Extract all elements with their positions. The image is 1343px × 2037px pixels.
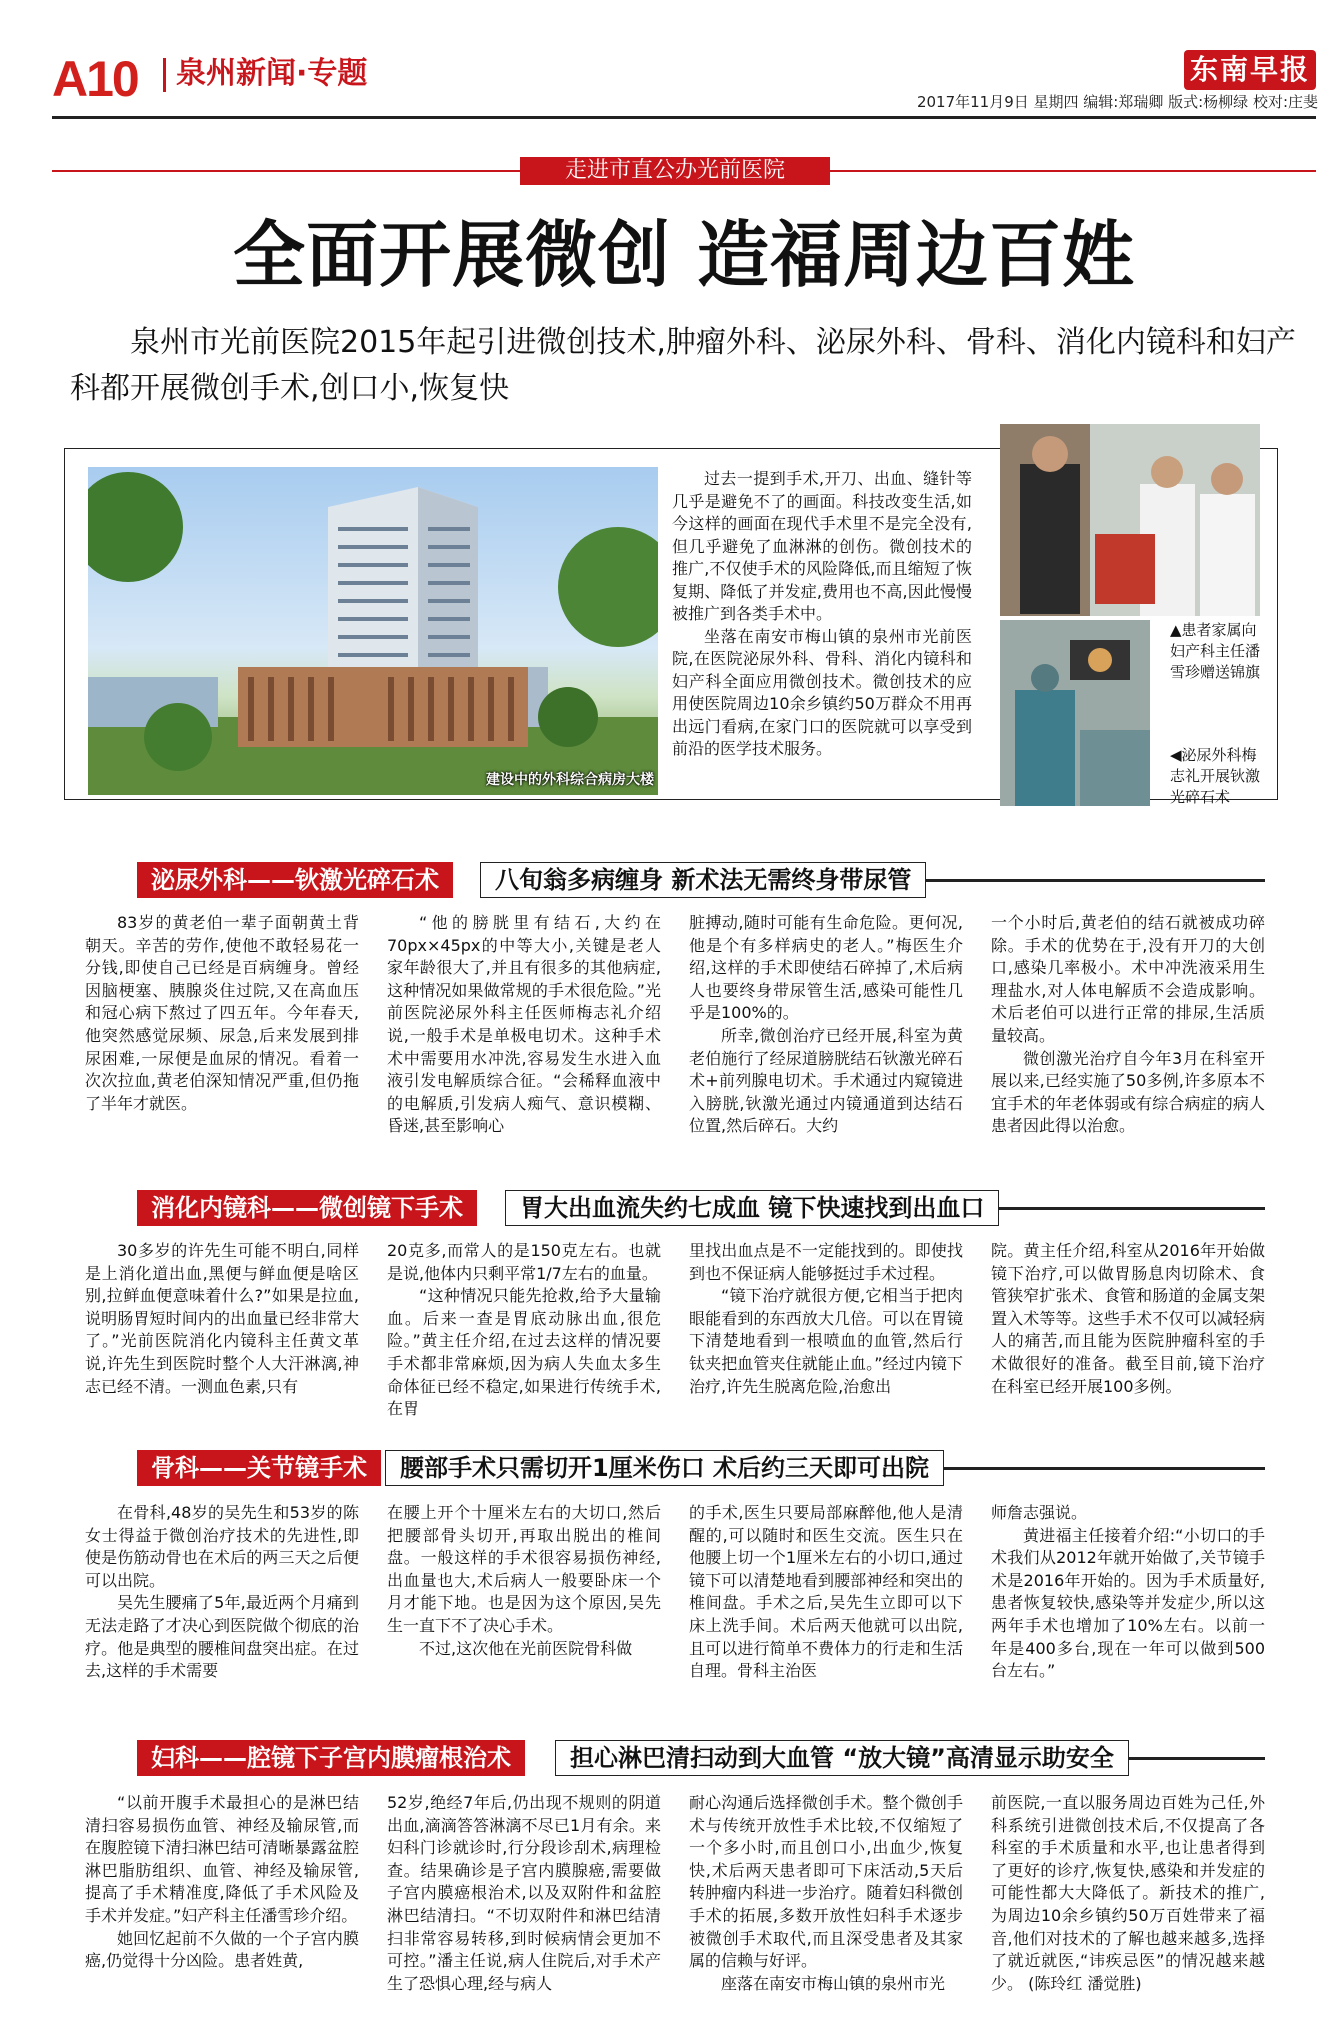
text-column — [991, 1240, 1265, 1421]
text-column — [991, 912, 1265, 1138]
section-tag: 妇科——腔镜下子宫内膜瘤根治术 — [137, 1740, 525, 1776]
intro-paragraph: 坐落在南安市梅山镇的泉州市光前医院,在医院泌尿外科、骨科、消化内镜科和妇产科全面应用微创技术。微创技术的应用使医院周边10余乡镇约50万群众不用再出远门看病,在家门口的医院就可以享受到前沿的医学技术服务。 — [672, 626, 972, 758]
surgery-photo — [1000, 620, 1150, 806]
paragraph: “这种情况只能先抢救,给予大量输血。后来一查是胃底动脉出血,很危险。”黄主任介绍,在过去这样的情况要手术都非常麻烦,因为病人失血太多生命体征已经不稳定,如果进行传统手术,在胃 — [387, 1286, 661, 1419]
section-title: 担心淋巴清扫动到大血管 “放大镜”高清显示助安全 — [555, 1740, 1129, 1776]
text-column — [387, 1502, 661, 1683]
headline: 全面开展微创 造福周边百姓 — [232, 213, 1136, 297]
intro-text — [672, 468, 972, 761]
text-column — [387, 1240, 661, 1421]
building-illustration — [88, 467, 658, 795]
paragraph: 脏搏动,随时可能有生命危险。更何况,他是个有多样病史的老人。”梅医生介绍,这样的手术即使结石碎掉了,术后病人也要终身带尿管生活,感染可能性几乎是100%的。 — [689, 913, 963, 1023]
paragraph: 黄进福主任接着介绍:“小切口的手术我们从2012年就开始做了,关节镜手术是2016年开始的。因为手术质量好,患者恢复较快,感染等并发症少,所以这两年手术也增加了10%左右。以前一年是400多台,现在一年可以做到500台左右。” — [991, 1525, 1265, 1681]
paragraph: 里找出血点是不一定能找到的。即使找到也不保证病人能够挺过手术过程。 — [689, 1241, 963, 1283]
theme-label: 走进市直公办光前医院 — [520, 157, 830, 185]
text-column — [689, 1240, 963, 1421]
paragraph: 她回忆起前不久做的一个子宫内膜癌,仍觉得十分凶险。患者姓黄, — [85, 1928, 359, 1971]
section-rule — [1129, 1757, 1265, 1760]
section-title: 胃大出血流失约七成血 镜下快速找到出血口 — [505, 1190, 999, 1226]
section-title: 八旬翁多病缠身 新术法无需终身带尿管 — [480, 862, 926, 898]
text-column — [85, 912, 359, 1138]
paragraph: 在骨科,48岁的吴先生和53岁的陈女士得益于微创治疗技术的先进性,即使是伤筋动骨也在术后的两三天之后便可以出院。 — [85, 1503, 359, 1590]
intro-paragraph: 过去一提到手术,开刀、出血、缝针等几乎是避免不了的画面。科技改变生活,如今这样的画面在现代手术里不是完全没有,但几乎避免了血淋淋的创伤。微创技术的推广,不仅使手术的风险降低,而且缩短了恢复期、降低了并发症,费用也不高,因此慢慢被推广到各类手术中。 — [672, 469, 972, 623]
section-body-urology — [85, 912, 1265, 1138]
paragraph: 微创激光治疗自今年3月在科室开展以来,已经实施了50多例,许多原本不宜手术的年老体弱或有综合病症的病人患者因此得以治愈。 — [991, 1048, 1265, 1136]
section-body-orthopedics — [85, 1502, 1265, 1683]
caption-surgery-photo: ◀泌尿外科梅志礼开展钬激光碎石术 — [1170, 746, 1261, 806]
paragraph: 20克多,而常人的是150克左右。也就是说,他体内只剩平常1/7左右的血量。 — [387, 1241, 661, 1283]
banner-presentation-photo — [1000, 424, 1260, 616]
paragraph: 的手术,医生只要局部麻醉他,他人是清醒的,可以随时和医生交流。医生只在他腰上切一个1厘米左右的小切口,通过镜下可以清楚地看到腰部神经和突出的椎间盘。手术之后,吴先生立即可以下床上洗手间。术后两天他就可以出院,且可以进行简单不费体力的行走和生活自理。骨科主治医 — [689, 1503, 963, 1681]
hospital-building-photo — [88, 467, 658, 795]
paragraph: 院。黄主任介绍,科室从2016年开始做镜下治疗,可以做胃肠息肉切除术、食管狭窄扩张术、食管和肠道的金属支架置入术等等。这些手术不仅可以减轻病人的痛苦,而且能为医院肿瘤科室的手术做很好的准备。截至目前,镜下治疗在科室已经开展100多例。 — [991, 1241, 1265, 1396]
section-tag: 泌尿外科——钬激光碎石术 — [137, 862, 453, 898]
page-number: A10 — [52, 51, 138, 107]
paragraph: “镜下治疗就很方便,它相当于把肉眼能看到的东西放大几倍。可以在胃镜下清楚地看到一根喷血的血管,然后行钛夹把血管夹住就能止血。”经过内镜下治疗,许先生脱离危险,治愈出 — [689, 1286, 963, 1396]
section-name: 泉州新闻·专题 — [176, 56, 368, 91]
text-column — [85, 1792, 359, 1995]
paragraph: 在腰上开个十厘米左右的大切口,然后把腰部骨头切开,再取出脱出的椎间盘。一般这样的手术很容易损伤神经,出血量也大,术后病人一般要卧床一个月才能下地。也是因为这个原因,吴先生一直下不了决心手术。 — [387, 1503, 661, 1635]
dateline: 2017年11月9日 星期四 编辑:郑瑞卿 版式:杨柳绿 校对:庄斐 — [916, 93, 1318, 111]
caption-banner-photo: ▲患者家属向妇产科主任潘雪珍赠送锦旗 — [1170, 621, 1261, 681]
theme-rule-right — [830, 170, 1316, 172]
text-column — [85, 1240, 359, 1421]
section-tag: 骨科——关节镜手术 — [137, 1450, 381, 1486]
text-column — [689, 1502, 963, 1683]
section-rule — [999, 1207, 1265, 1210]
text-column — [689, 912, 963, 1138]
lead-paragraph: 泉州市光前医院2015年起引进微创技术,肿瘤外科、泌尿外科、骨科、消化内镜科和妇产科都开展微创手术,创口小,恢复快 — [70, 325, 1296, 406]
text-column — [387, 1792, 661, 1995]
text-column — [85, 1502, 359, 1683]
main-photo-caption: 建设中的外科综合病房大楼 — [486, 772, 654, 788]
paragraph: 所幸,微创治疗已经开展,科室为黄老伯施行了经尿道膀胱结石钬激光碎石术+前列腺电切术。手术通过内窥镜进入膀胱,钬激光通过内镜通道到达结石位置,然后碎石。大约 — [689, 1025, 963, 1136]
header-rule — [52, 116, 1316, 119]
section-body-endoscopy — [85, 1240, 1265, 1421]
paragraph: 83岁的黄老伯一辈子面朝黄土背朝天。辛苦的劳作,使他不敢轻易花一分钱,即使自己已经是百病缠身。曾经因脑梗塞、胰腺炎住过院,又在高血压和冠心病下熬过了四五年。今年春天,他突然感觉尿频、尿急,后来发展到排尿困难,一尿便是血尿的情况。看着一次次拉血,黄老伯深知情况严重,但仍拖了半年才就医。 — [85, 913, 359, 1113]
text-column — [689, 1792, 963, 1995]
paragraph: 耐心沟通后选择微创手术。整个微创手术与传统开放性手术比较,不仅缩短了一个多小时,而且创口小,出血少,恢复快,术后两天患者即可下床活动,5天后转肿瘤内科进一步治疗。随着妇科微创手术的拓展,多数开放性妇科手术逐步被微创手术取代,而且深受患者及其家属的信赖与好评。 — [689, 1793, 963, 1971]
paragraph: 座落在南安市梅山镇的泉州市光 — [721, 1973, 946, 1993]
paragraph: “他的膀胱里有结石,大约在70px×45px的中等大小,关键是老人家年龄很大了,并且有很多的其他病症,这种情况如果做常规的手术很危险。”光前医院泌尿外科主任医师梅志礼介绍说,一般手术是单极电切术。这种手术术中需要用水冲洗,容易发生水进入血液引发电解质综合征。“会稀释血液中的电解质,引发病人痴气、意识模糊、昏迷,甚至影响心 — [387, 913, 661, 1136]
section-body-gynecology — [85, 1792, 1265, 1995]
header-divider — [163, 58, 166, 92]
paragraph: “以前开腹手术最担心的是淋巴结清扫容易损伤血管、神经及输尿管,而在腹腔镜下清扫淋巴结可清晰暴露盆腔淋巴脂肪组织、血管、神经及输尿管,提高了手术精准度,降低了手术风险及手术并发症。”妇产科主任潘雪珍介绍。 — [85, 1793, 359, 1925]
text-column — [387, 912, 661, 1138]
theme-rule-left — [52, 170, 520, 172]
section-rule — [926, 879, 1265, 882]
paragraph: 不过,这次他在光前医院骨科做 — [419, 1638, 633, 1658]
section-rule — [944, 1467, 1265, 1470]
section-title: 腰部手术只需切开1厘米伤口 术后约三天即可出院 — [385, 1450, 944, 1486]
paragraph: 52岁,绝经7年后,仍出现不规则的阴道出血,滴滴答答淋漓不尽已1月有余。来妇科门诊就诊时,行分段诊刮术,病理检查。结果确诊是子宫内膜腺癌,需要做子宫内膜癌根治术,以及双附件和盆腔淋巴结清扫。“不切双附件和淋巴结清扫非常容易转移,到时候病情会更加不可控。”潘主任说,病人住院后,对手术产生了恐惧心理,经与病人 — [387, 1793, 661, 1993]
paragraph: 师詹志强说。 — [991, 1503, 1088, 1522]
text-column — [991, 1792, 1265, 1995]
newspaper-logo: 东南早报 — [1184, 50, 1316, 90]
section-tag: 消化内镜科——微创镜下手术 — [137, 1190, 477, 1226]
paragraph: 吴先生腰痛了5年,最近两个月痛到无法走路了才决心到医院做个彻底的治疗。他是典型的腰椎间盘突出症。在过去,这样的手术需要 — [85, 1593, 359, 1681]
paragraph: 一个小时后,黄老伯的结石就被成功碎除。手术的优势在于,没有开刀的大创口,感染几率极小。术中冲洗液采用生理盐水,对人体电解质不会造成影响。术后老伯可以进行正常的排尿,生活质量较高。 — [991, 913, 1265, 1045]
text-column — [991, 1502, 1265, 1683]
paragraph: 30多岁的许先生可能不明白,同样是上消化道出血,黑便与鲜血便是啥区别,拉鲜血便意味着什么?”如果是拉血,说明肠胃短时间内的出血量已经非常大了。”光前医院消化内镜科主任黄文革说,许先生到医院时整个人大汗淋漓,神志已经不清。一测血色素,只有 — [85, 1241, 359, 1396]
paragraph: 前医院,一直以服务周边百姓为己任,外科系统引进微创技术后,不仅提高了各科室的手术质量和水平,也让患者得到了更好的诊疗,恢复快,感染和并发症的可能性都大大降低了。新技术的推广,为周边10余乡镇约50万百姓带来了福音,他们对技术的了解也越来越多,选择了就近就医,“讳疾忌医”的情况越来越少。 (陈玲红 潘觉胜) — [991, 1793, 1265, 1993]
